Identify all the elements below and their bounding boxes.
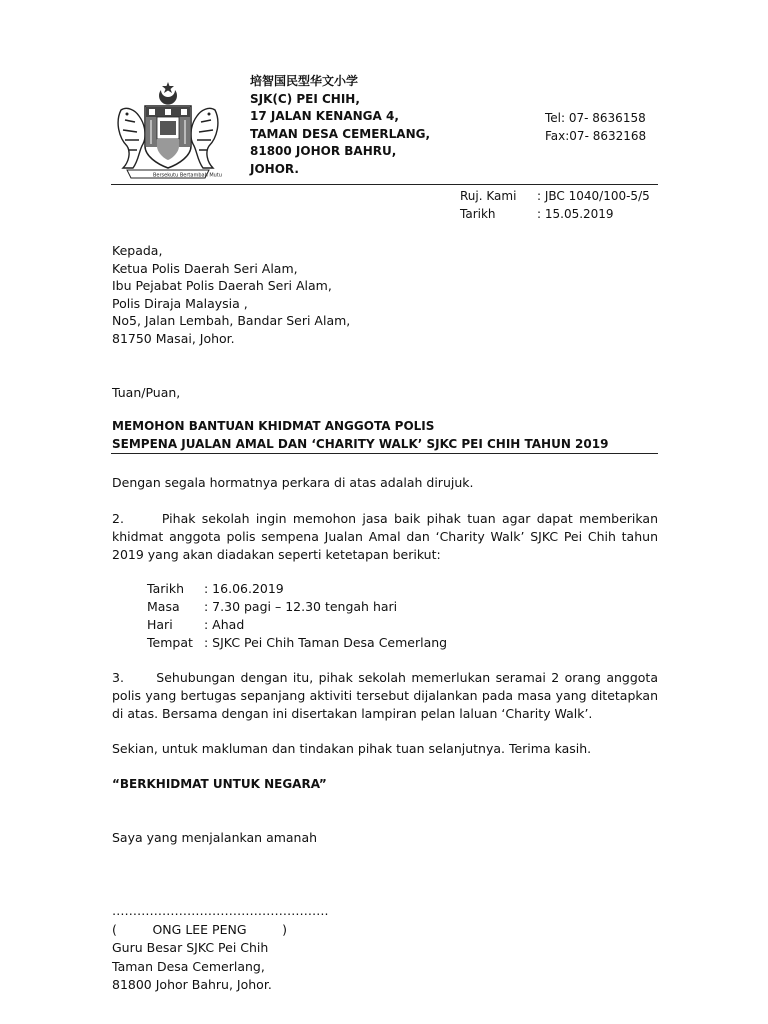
detail-row (147, 598, 447, 616)
fax-number: Fax:07- 8632168 (545, 128, 647, 143)
addressee-block (112, 242, 350, 347)
detail-label: Masa (147, 599, 180, 614)
addressee-line: 81750 Masai, Johor. (112, 330, 235, 346)
subject-underline (111, 453, 658, 454)
telephone-number: Tel: 07- 8636158 (545, 111, 646, 125)
detail-value: : 7.30 pagi – 12.30 tengah hari (204, 599, 398, 614)
subject-line: MEMOHON BANTUAN KHIDMAT ANGGOTA POLIS (112, 419, 435, 433)
detail-label: Tempat (147, 635, 193, 650)
detail-row (147, 616, 447, 634)
subject-block (112, 418, 608, 453)
svg-text:Bersekutu Bertambah Mutu: Bersekutu Bertambah Mutu (153, 172, 222, 179)
detail-value: : 16.06.2019 (204, 581, 284, 596)
header-divider (111, 184, 658, 185)
paragraph-requirement: 3. Sehubungan dengan itu, pihak sekolah memerlukan seramai 2 orang anggota polis yang bertugas sepanjang aktiviti tersebut dijalankan pada masa yang ditetapkan di atas. Bersama dengan ini disertakan lampiran pelan laluan ‘Charity Walk’. (112, 670, 658, 721)
detail-label: Hari (147, 617, 173, 632)
signatory-name-row (112, 921, 287, 940)
open-paren: ( (112, 921, 117, 937)
date-label: Tarikh (460, 206, 496, 221)
school-address-line: JOHOR. (250, 161, 299, 176)
school-address-line: TAMAN DESA CEMERLANG, (250, 126, 431, 141)
school-address-line: 81800 JOHOR BAHRU, (250, 144, 397, 158)
addressee-line: Kepada, (112, 243, 163, 258)
addressee-line: No5, Jalan Lembah, Bandar Seri Alam, (112, 313, 351, 328)
signoff: Saya yang menjalankan amanah (112, 830, 318, 845)
detail-row (147, 634, 447, 652)
detail-label: Tarikh (147, 581, 184, 596)
detail-value: : SJKC Pei Chih Taman Desa Cemerlang (204, 635, 448, 650)
signatory-title: Guru Besar SJKC Pei Chih (112, 940, 269, 955)
salutation: Tuan/Puan, (112, 385, 181, 400)
signatory-name: ONG LEE PENG (152, 921, 247, 937)
signatory-address-line: Taman Desa Cemerlang, (112, 958, 265, 974)
subject-line: SEMPENA JUALAN AMAL DAN ‘CHARITY WALK’ SJKC PEI CHIH TAHUN 2019 (112, 436, 609, 451)
reference-block (460, 188, 650, 223)
school-address-line: SJK(C) PEI CHIH, (250, 91, 360, 106)
ref-label: Ruj. Kami (460, 189, 517, 203)
detail-value: : Ahad (204, 617, 245, 632)
date-row (460, 206, 650, 224)
addressee-line: Ketua Polis Daerah Seri Alam, (112, 260, 298, 276)
contact-block (545, 110, 646, 145)
signature-block (112, 902, 328, 995)
detail-row (147, 580, 447, 598)
signature-dotted-line: ……………………………………………. (112, 903, 329, 918)
close-paren: ) (282, 921, 287, 937)
date-value: : 15.05.2019 (537, 206, 614, 221)
signatory-address-line: 81800 Johor Bahru, Johor. (112, 977, 272, 992)
school-name-chinese: 培智国民型华文小学 (250, 74, 359, 88)
school-address-block (250, 73, 430, 178)
paragraph-intro: Dengan segala hormatnya perkara di atas adalah dirujuk. (112, 475, 474, 490)
addressee-line: Ibu Pejabat Polis Daerah Seri Alam, (112, 278, 332, 293)
event-details (147, 580, 447, 652)
paragraph-closing: Sekian, untuk makluman dan tindakan pihak tuan selanjutnya. Terima kasih. (112, 741, 592, 756)
addressee-line: Polis Diraja Malaysia , (112, 295, 248, 311)
motto: “BERKHIDMAT UNTUK NEGARA” (112, 777, 327, 791)
reference-row (460, 188, 650, 206)
coat-of-arms-crest (113, 80, 223, 180)
school-address-line: 17 JALAN KENANGA 4, (250, 109, 399, 123)
ref-value: : JBC 1040/100-5/5 (537, 189, 650, 203)
paragraph-request: 2. Pihak sekolah ingin memohon jasa baik pihak tuan agar dapat memberikan khidmat anggota polis sempena Jualan Amal dan ‘Charity Walk’ SJKC Pei Chih tahun 2019 yang akan diadakan seperti ketetapan berikut: (112, 511, 658, 562)
